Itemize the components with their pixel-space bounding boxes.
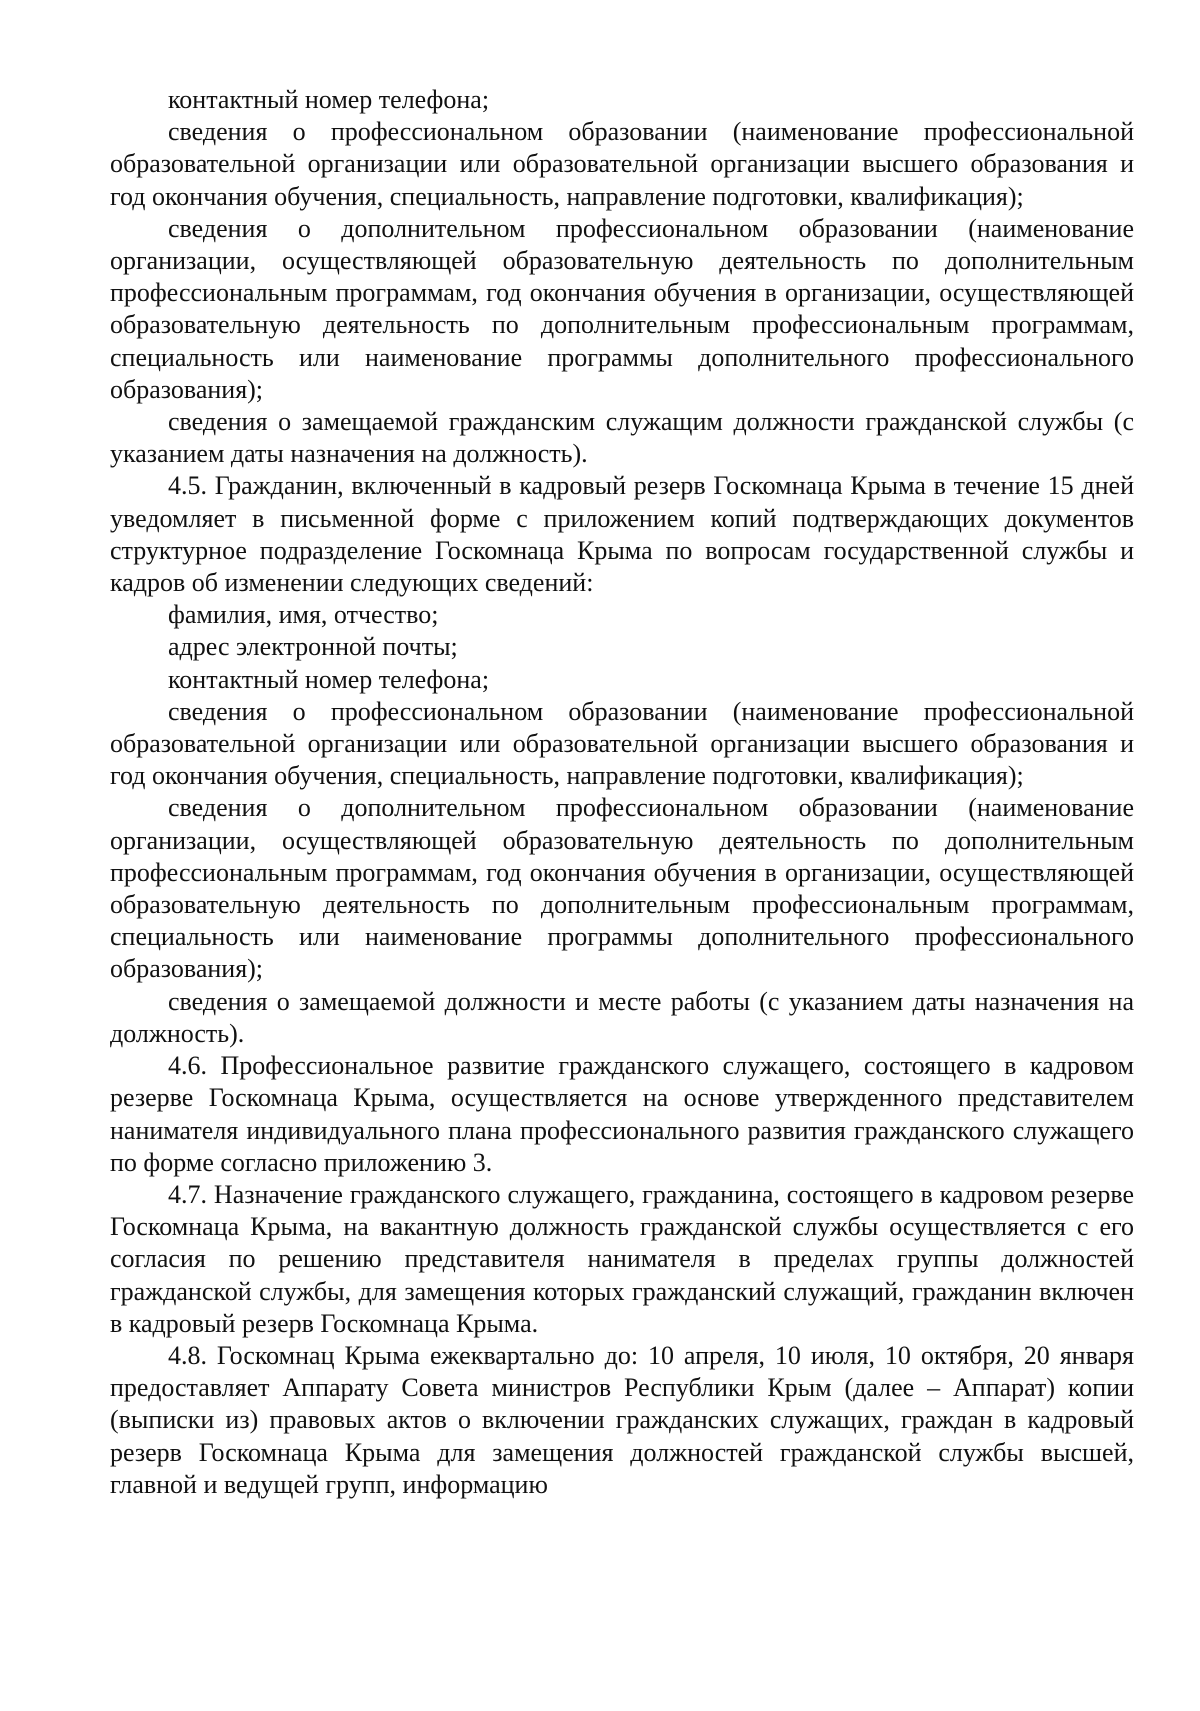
paragraph-professional-education: сведения о профессиональном образовании (наименование профессиональной образовательной организации или образовательной организации высшего образования и год окончания обучения, специальность, направление подготовки, квалификация); [110, 117, 1134, 211]
paragraph-email-address: адрес электронной почты; [168, 632, 458, 662]
paragraph-clause-4-5: 4.5. Гражданин, включенный в кадровый резерв Госкомнаца Крыма в течение 15 дней уведомляет в письменной форме с приложением копий подтверждающих документов структурное подразделение Госкомнаца Крыма по вопросам государственной службы и кадров об изменении следующих сведений: [110, 471, 1134, 598]
paragraph-position-and-workplace: сведения о замещаемой должности и месте работы (с указанием даты назначения на должность). [110, 986, 1134, 1048]
paragraph-contact-phone-2: контактный номер телефона; [168, 664, 490, 694]
paragraph-additional-education: сведения о дополнительном профессиональном образовании (наименование организации, осуществляющей образовательную деятельность по дополнительным профессиональным программам, год окончания обучения в организации, осуществляющей образовательную деятельность по дополнительным профессиональным программам, специальность или наименование программы дополнительного профессионального образования); [110, 213, 1134, 404]
paragraph-clause-4-7: 4.7. Назначение гражданского служащего, гражданина, состоящего в кадровом резерве Госкомнаца Крыма, на вакантную должность гражданской службы осуществляется с его согласия по решению представителя нанимателя в пределах группы должностей гражданской службы, для замещения которых гражданский служащий, гражданин включен в кадровый резерв Госкомнаца Крыма. [110, 1179, 1134, 1338]
paragraph-additional-education-2: сведения о дополнительном профессиональном образовании (наименование организации, осуществляющей образовательную деятельность по дополнительным профессиональным программам, год окончания обучения в организации, осуществляющей образовательную деятельность по дополнительным профессиональным программам, специальность или наименование программы дополнительного профессионального образования); [110, 793, 1134, 984]
paragraph-position-held: сведения о замещаемой гражданским служащим должности гражданской службы (с указанием даты назначения на должность). [110, 407, 1134, 469]
paragraph-full-name: фамилия, имя, отчество; [168, 600, 439, 630]
paragraph-professional-education-2: сведения о профессиональном образовании (наименование профессиональной образовательной организации или образовательной организации высшего образования и год окончания обучения, специальность, направление подготовки, квалификация); [110, 696, 1134, 791]
paragraph-contact-phone: контактный номер телефона; [168, 85, 490, 114]
paragraph-clause-4-6: 4.6. Профессиональное развитие гражданского служащего, состоящего в кадровом резерве Госкомнаца Крыма, осуществляется на основе утвержденного представителем нанимателя индивидуального плана профессионального развития гражданского служащего по форме согласно приложению 3. [110, 1051, 1134, 1177]
document-body [110, 84, 1134, 1501]
paragraph-clause-4-8: 4.8. Госкомнац Крыма ежеквартально до: 10 апреля, 10 июля, 10 октября, 20 января предоставляет Аппарату Совета министров Республики Крым (далее – Аппарат) копии (выписки из) правовых актов о включении гражданских служащих, граждан в кадровый резерв Госкомнаца Крыма для замещения должностей гражданской службы высшей, главной и ведущей групп, информацию [110, 1340, 1134, 1499]
